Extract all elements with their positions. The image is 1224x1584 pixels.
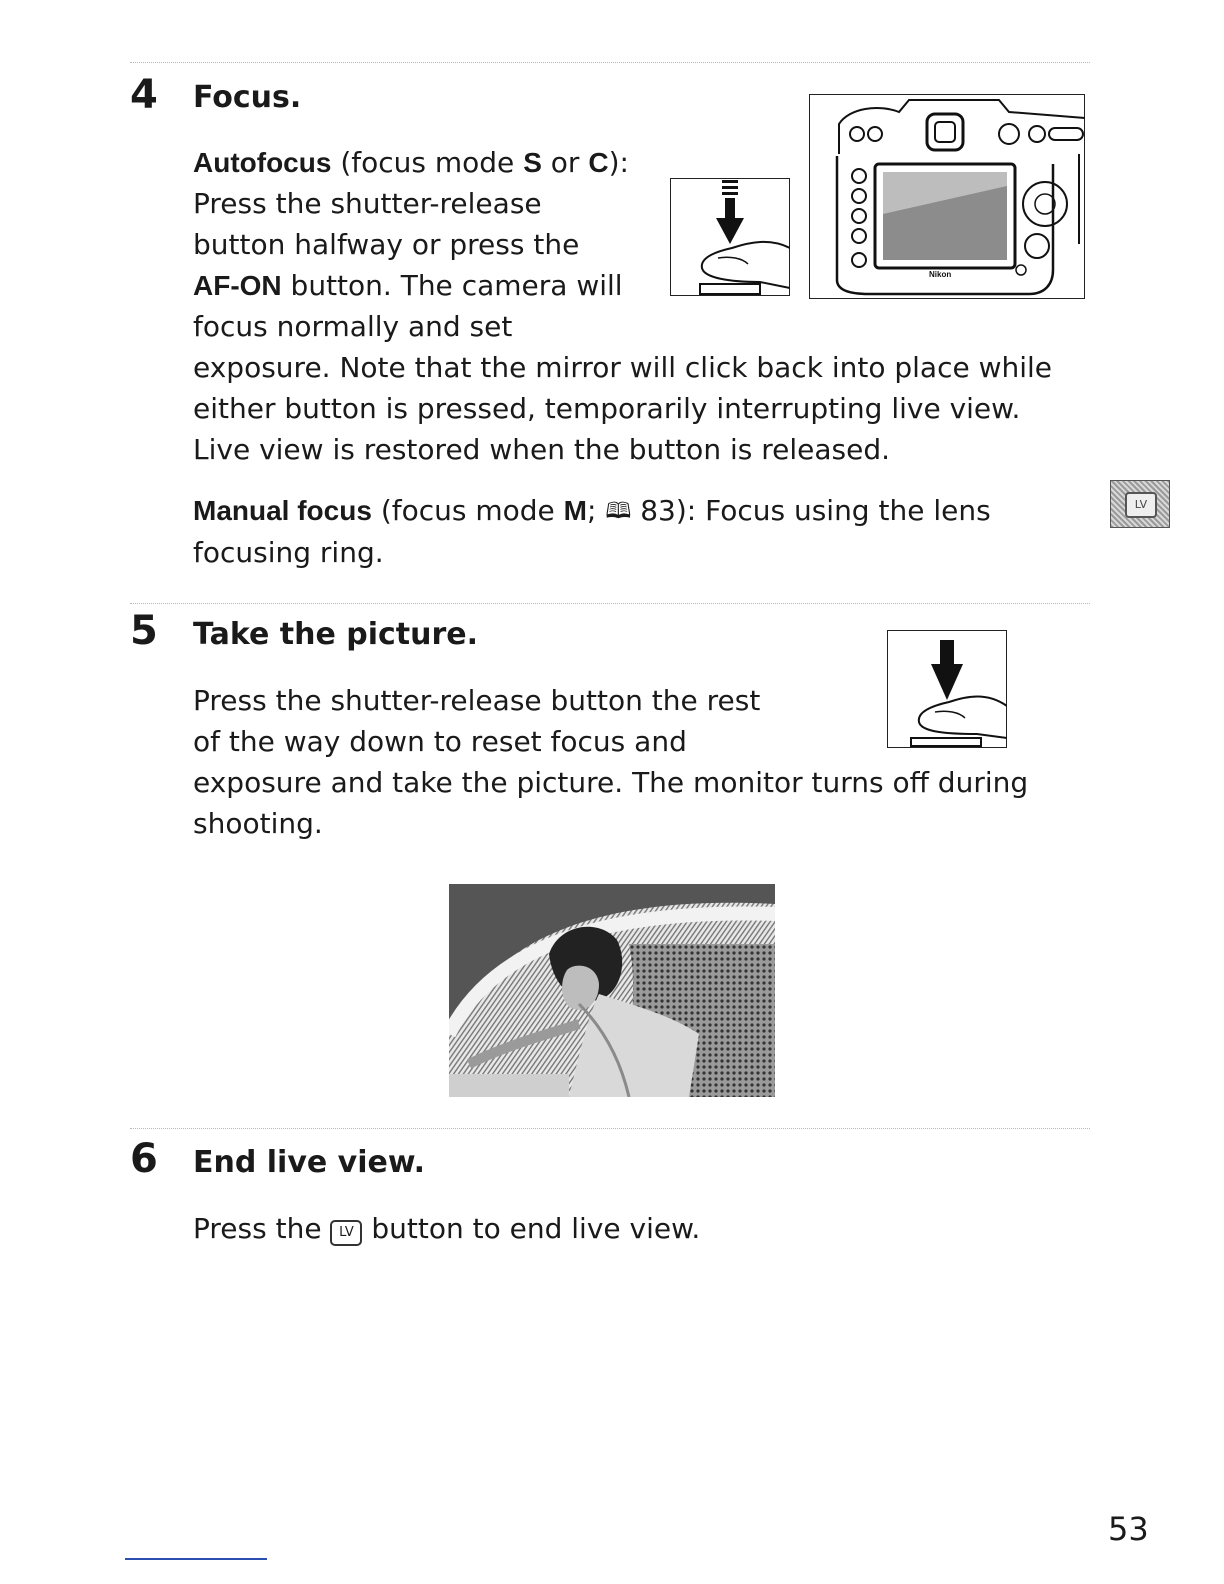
section-divider — [130, 1128, 1090, 1129]
camera-brand: Nikon — [929, 270, 952, 279]
lv-section-tab — [1110, 480, 1170, 528]
step-title: Focus. — [193, 80, 302, 115]
step-title: End live view. — [193, 1145, 426, 1180]
af-on-label: AF-ON — [193, 270, 282, 301]
lv-icon: LV — [1125, 492, 1157, 518]
page-number: 53 — [1108, 1510, 1149, 1548]
step-number: 4 — [130, 72, 158, 118]
half-press-illustration — [670, 178, 790, 296]
take-picture-paragraph: Press the shutter-release button the rest of the way down to reset focus and exposure and take the picture. The monitor turns off during shooting. — [193, 684, 1029, 840]
manual-focus-paragraph: Manual focus (focus mode M; 🕮 83): Focus using the lens focusing ring. — [193, 494, 991, 569]
book-icon: 🕮 — [605, 499, 632, 524]
section-divider — [130, 62, 1090, 63]
end-live-view-paragraph: Press the LV button to end live view. — [193, 1212, 701, 1245]
full-press-illustration — [887, 630, 1007, 748]
autofocus-label: Autofocus — [193, 147, 332, 178]
sample-photo — [449, 884, 775, 1097]
footer-rule — [125, 1558, 267, 1560]
manual-focus-label: Manual focus — [193, 495, 372, 526]
camera-back-illustration — [809, 94, 1085, 299]
step-number: 6 — [130, 1136, 158, 1182]
lv-button-icon: LV — [330, 1220, 362, 1246]
section-divider — [130, 603, 1090, 604]
step-title: Take the picture. — [193, 617, 479, 652]
autofocus-paragraph: Autofocus (focus mode S or C): Press the shutter-release button halfway or press the AF-ON button. The camera will focus normally and set exposure. Note that the mirror will click back into place while either button is pressed, temporarily interrupting live view. Live view is restored when the button is released. — [193, 146, 1053, 466]
step-number: 5 — [130, 608, 158, 654]
